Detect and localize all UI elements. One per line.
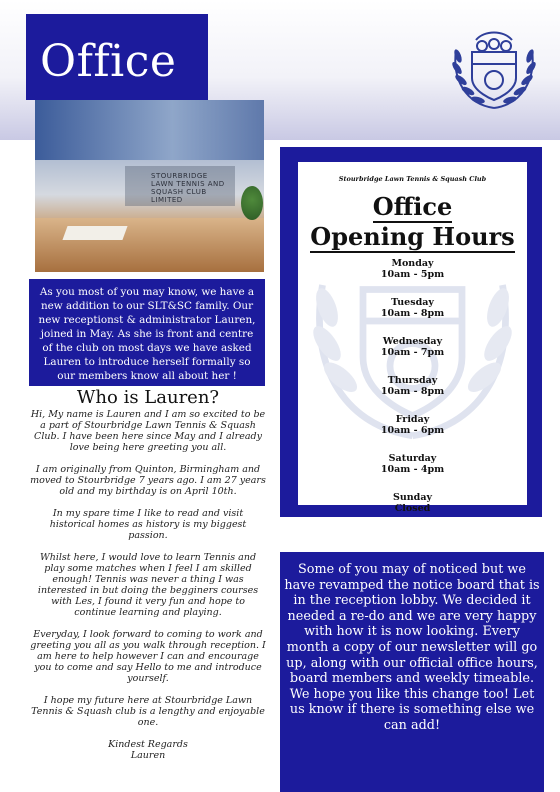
opening-hours-poster	[298, 162, 527, 514]
hours-time: 10am - 8pm	[380, 308, 445, 319]
story-paragraph: Whilst here, I would love to learn Tennis and play some matches when I feel I am skilled enough! Tennis was never a thing I was interested in but doing the begginers courses with Les, I found it very fun and hope to continue learning and playing.	[37, 552, 259, 618]
page-title: Office	[40, 36, 177, 87]
hours-time: 10am - 4pm	[380, 464, 445, 475]
hours-time: 10am - 6pm	[380, 425, 445, 436]
story-paragraph: Hi, My name is Lauren and I am so excited to be a part of Stourbridge Lawn Tennis & Squash Club. I have been here since May and I already love being here greeting you all.	[30, 409, 266, 453]
story-paragraph: In my spare time I like to read and visit historical homes as history is my biggest passion.	[49, 508, 247, 541]
hours-day: Friday	[395, 414, 430, 425]
photo-paper	[62, 226, 127, 240]
reception-desk-photo	[35, 100, 264, 272]
club-crest-laurel-icon	[444, 16, 544, 116]
intro-panel	[29, 279, 265, 386]
poster-club-name: Stourbridge Lawn Tennis & Squash Club	[338, 175, 487, 183]
hours-day: Thursday	[387, 375, 438, 386]
photo-wall	[35, 100, 264, 160]
photo-plant	[241, 186, 263, 220]
poster-heading-hours-text: Opening Hours	[310, 222, 515, 251]
hours-time: 10am - 7pm	[380, 347, 445, 358]
hours-time: Closed	[394, 503, 431, 514]
story-paragraph: I hope my future here at Stourbridge Lawn Tennis & Squash club is a lengthy and enjoyable one.	[31, 695, 265, 728]
signature-name: Lauren	[130, 750, 166, 761]
photo-wall-sign	[125, 166, 235, 206]
poster-heading-hours	[298, 222, 527, 251]
hours-day: Monday	[391, 258, 434, 269]
notice-board-panel	[280, 552, 544, 792]
hours-day: Sunday	[393, 492, 432, 503]
hours-day: Saturday	[388, 453, 437, 464]
poster-heading-office	[298, 192, 527, 221]
signoff: Kindest Regards	[108, 739, 188, 750]
hours-time: 10am - 8pm	[380, 386, 445, 397]
story-paragraph: Everyday, I look forward to coming to work and greeting you all as you walk through reception. I am here to help however I can and encourage you to come and say Hello to me and introduce yourself.	[30, 629, 266, 684]
poster-heading-office-text: Office	[372, 192, 453, 221]
hours-day: Wednesday	[382, 336, 443, 347]
intro-text: As you most of you may know, we have a new addition to our SLT&SC family. Our new receptionst & administrator Lauren, joined in May. As she is front and centre of the club on most days we have asked Lauren to introduce herself formally so our members know all about her !	[38, 286, 256, 382]
story-paragraph: I am originally from Quinton, Birmingham and moved to Stourbridge 7 years ago. I am 27 years old and my birthday is on April 10th.	[30, 464, 266, 497]
hours-day: Tuesday	[391, 297, 434, 308]
title-banner	[26, 14, 208, 100]
lauren-story	[30, 409, 266, 761]
who-heading: Who is Lauren?	[76, 387, 220, 408]
hours-time: 10am - 5pm	[380, 269, 445, 280]
notice-text: Some of you may of noticed but we have revamped the notice board that is in the reception lobby. We decided it needed a re-do and we are very happy with how it is now looking. Every month a copy of our newsletter will go up, along with our official office hours, board members and weekly timeable. We hope you like this change too! Let us know if there is something else we can add!	[284, 562, 540, 733]
photo-sign-text: STOURBRIDGE LAWN TENNIS AND SQUASH CLUB LIMITED	[151, 172, 225, 204]
hours-list	[298, 258, 527, 531]
